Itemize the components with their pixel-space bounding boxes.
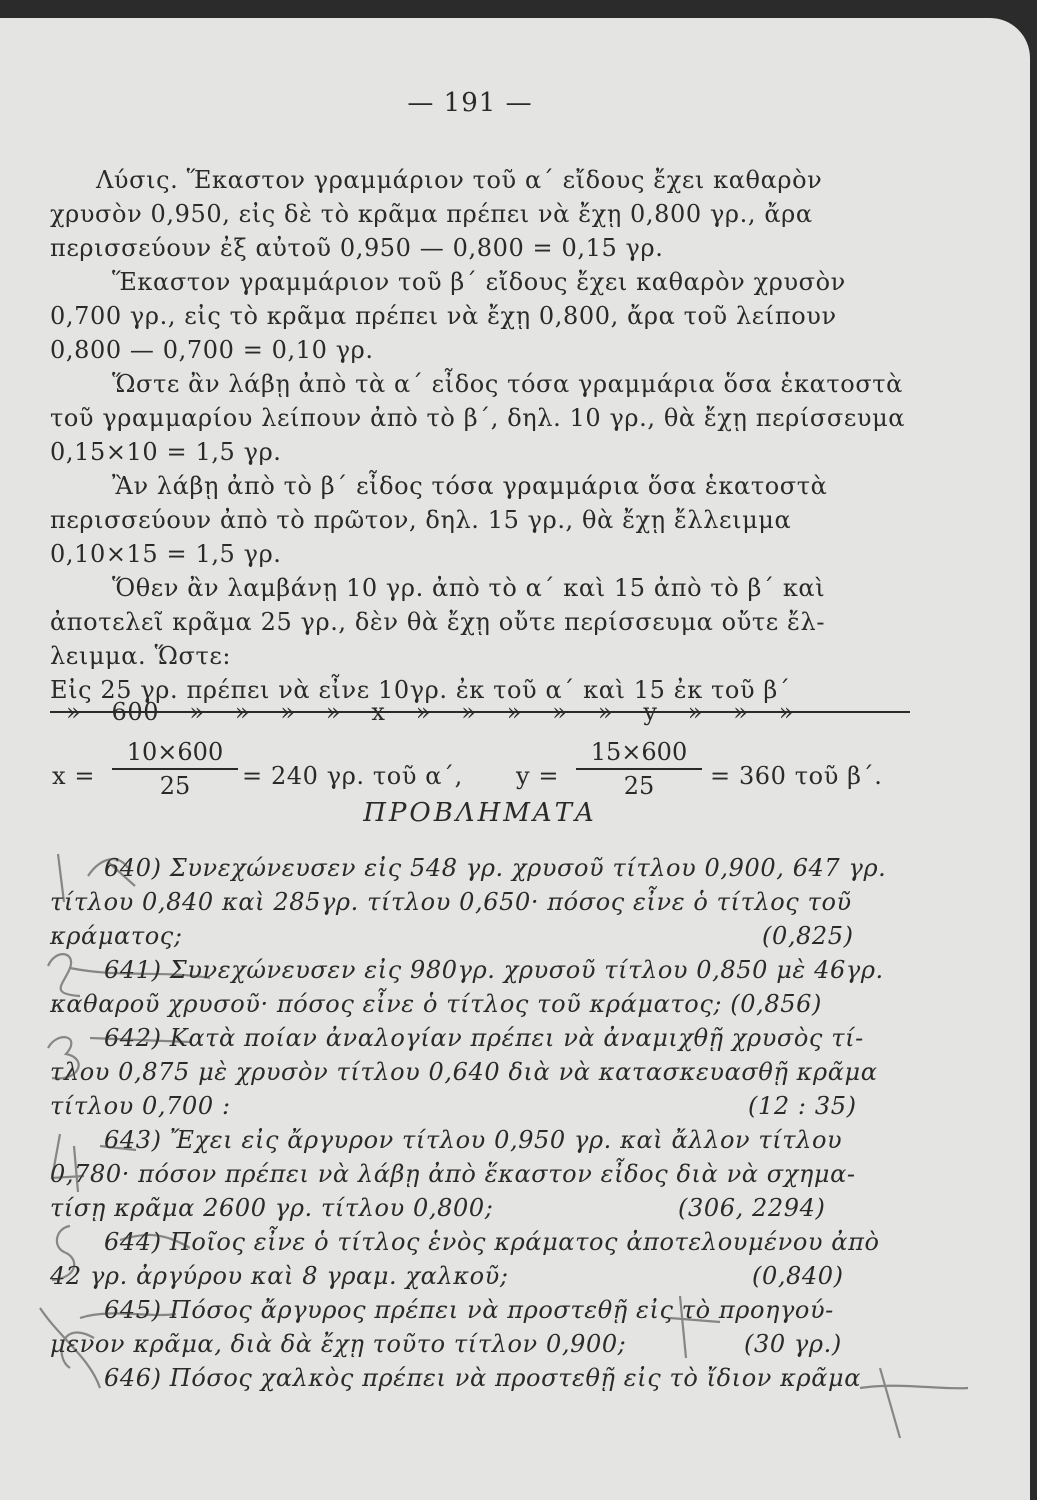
- problem-line: μενον κρᾶμα, διὰ δὰ ἔχῃ τοῦτο τίτλον 0,900;: [50, 1330, 627, 1358]
- proportion-line: Εἰς 25 γρ. πρέπει νὰ εἶνε 10γρ. ἐκ τοῦ α΄ καὶ 15 ἐκ τοῦ β΄: [50, 676, 791, 704]
- problem-line: κράματος;: [50, 922, 183, 950]
- solution-line: Ἂν λάβῃ ἀπὸ τὸ β΄ εἶδος τόσα γραμμάρια ὅσα ἑκατοστὰ: [112, 472, 828, 500]
- problem-line: 646) Πόσος χαλκὸς πρέπει νὰ προστεθῇ εἰς τὸ ἴδιον κρᾶμα: [104, 1364, 862, 1392]
- formula-y-rhs: = 360 τοῦ β΄.: [710, 762, 883, 790]
- solution-line: περισσεύουν ἀπὸ τὸ πρῶτον, δηλ. 15 γρ., θὰ ἔχῃ ἔλλειμμα: [50, 506, 792, 534]
- solution-line: χρυσὸν 0,950, εἰς δὲ τὸ κρᾶμα πρέπει νὰ ἔχῃ 0,800 γρ., ἄρα: [50, 200, 813, 228]
- problem-line: 641) Συνεχώνευσεν εἰς 980γρ. χρυσοῦ τίτλου 0,850 μὲ 46γρ.: [104, 956, 884, 984]
- problem-line: τίτλου 0,700 :: [50, 1092, 231, 1120]
- fraction-denominator: 25: [623, 772, 655, 800]
- fraction-denominator: 25: [159, 772, 191, 800]
- formula-x-rhs: = 240 γρ. τοῦ α΄,: [242, 762, 463, 790]
- solution-line: 0,800 — 0,700 = 0,10 γρ.: [50, 336, 374, 364]
- problem-answer: (0,840): [752, 1262, 844, 1290]
- problem-line: τίσῃ κρᾶμα 2600 γρ. τίτλου 0,800;: [50, 1194, 494, 1222]
- problem-line: 644) Ποῖος εἶνε ὁ τίτλος ἑνὸς κράματος ἀποτελουμένου ἀπὸ: [104, 1228, 880, 1256]
- formula-y-lhs: y =: [516, 762, 560, 790]
- problem-answer: (12 : 35): [748, 1092, 857, 1120]
- solution-line: 0,15×10 = 1,5 γρ.: [50, 438, 282, 466]
- formula-x-lhs: x =: [52, 762, 96, 790]
- book-page: [0, 18, 1030, 1500]
- solution-line: Λύσις. Ἕκαστον γραμμάριον τοῦ α΄ εἴδους ἔχει καθαρὸν: [96, 166, 823, 194]
- problem-line: 0,780· πόσον πρέπει νὰ λάβῃ ἀπὸ ἕκαστον εἶδος διὰ νὰ σχημα-: [50, 1160, 856, 1188]
- handwritten-annotations: [0, 18, 1030, 1500]
- problem-answer: (30 γρ.): [744, 1330, 842, 1358]
- fraction-numerator: 10×600: [126, 738, 224, 766]
- problem-line: τίτλου 0,840 καὶ 285γρ. τίτλου 0,650· πόσος εἶνε ὁ τίτλος τοῦ: [50, 888, 852, 916]
- problem-line: 642) Κατὰ ποίαν ἀναλογίαν πρέπει νὰ ἀναμιχθῇ χρυσὸς τί-: [104, 1024, 864, 1052]
- problem-line: 643) Ἔχει εἰς ἄργυρον τίτλου 0,950 γρ. καὶ ἄλλον τίτλου: [104, 1126, 843, 1154]
- problem-answer: (0,825): [762, 922, 854, 950]
- solution-line: Ὥστε ἂν λάβῃ ἀπὸ τὰ α΄ εἶδος τόσα γραμμάρια ὅσα ἑκατοστὰ: [112, 370, 903, 398]
- problem-line: 640) Συνεχώνευσεν εἰς 548 γρ. χρυσοῦ τίτλου 0,900, 647 γρ.: [104, 854, 887, 882]
- problems-heading: ΠΡΟΒΛΗΜΑΤΑ: [363, 798, 597, 828]
- problem-line: 42 γρ. ἀργύρου καὶ 8 γραμ. χαλκοῦ;: [50, 1262, 509, 1290]
- solution-line: Ἕκαστον γραμμάριον τοῦ β΄ εἴδους ἔχει καθαρὸν χρυσὸν: [112, 268, 846, 296]
- solution-line: περισσεύουν ἐξ αὐτοῦ 0,950 — 0,800 = 0,15 γρ.: [50, 234, 664, 262]
- problem-line: τλου 0,875 μὲ χρυσὸν τίτλου 0,640 διὰ νὰ κατασκευασθῇ κρᾶμα: [50, 1058, 878, 1086]
- solution-line: λειμμα. Ὥστε:: [50, 642, 232, 670]
- solution-line: ἀποτελεῖ κρᾶμα 25 γρ., δὲν θὰ ἔχῃ οὔτε περίσσευμα οὔτε ἔλ-: [50, 608, 826, 636]
- proportion-line: » 600 » » » » x » » » » » y » » »: [66, 698, 795, 726]
- page-number: — 191 —: [407, 88, 533, 118]
- fraction-numerator: 15×600: [590, 738, 688, 766]
- solution-line: τοῦ γραμμαρίου λείπουν ἀπὸ τὸ β΄, δηλ. 10 γρ., θὰ ἔχῃ περίσσευμα: [50, 404, 906, 432]
- solution-line: 0,700 γρ., εἰς τὸ κρᾶμα πρέπει νὰ ἔχῃ 0,800, ἄρα τοῦ λείπουν: [50, 302, 837, 330]
- problem-answer: (306, 2294): [678, 1194, 826, 1222]
- problem-line: 645) Πόσος ἄργυρος πρέπει νὰ προστεθῇ εἰς τὸ προηγού-: [104, 1296, 834, 1324]
- solution-line: 0,10×15 = 1,5 γρ.: [50, 540, 282, 568]
- problem-line: καθαροῦ χρυσοῦ· πόσος εἶνε ὁ τίτλος τοῦ κράματος; (0,856): [50, 990, 822, 1018]
- solution-line: Ὅθεν ἂν λαμβάνῃ 10 γρ. ἀπὸ τὸ α΄ καὶ 15 ἀπὸ τὸ β΄ καὶ: [112, 574, 826, 602]
